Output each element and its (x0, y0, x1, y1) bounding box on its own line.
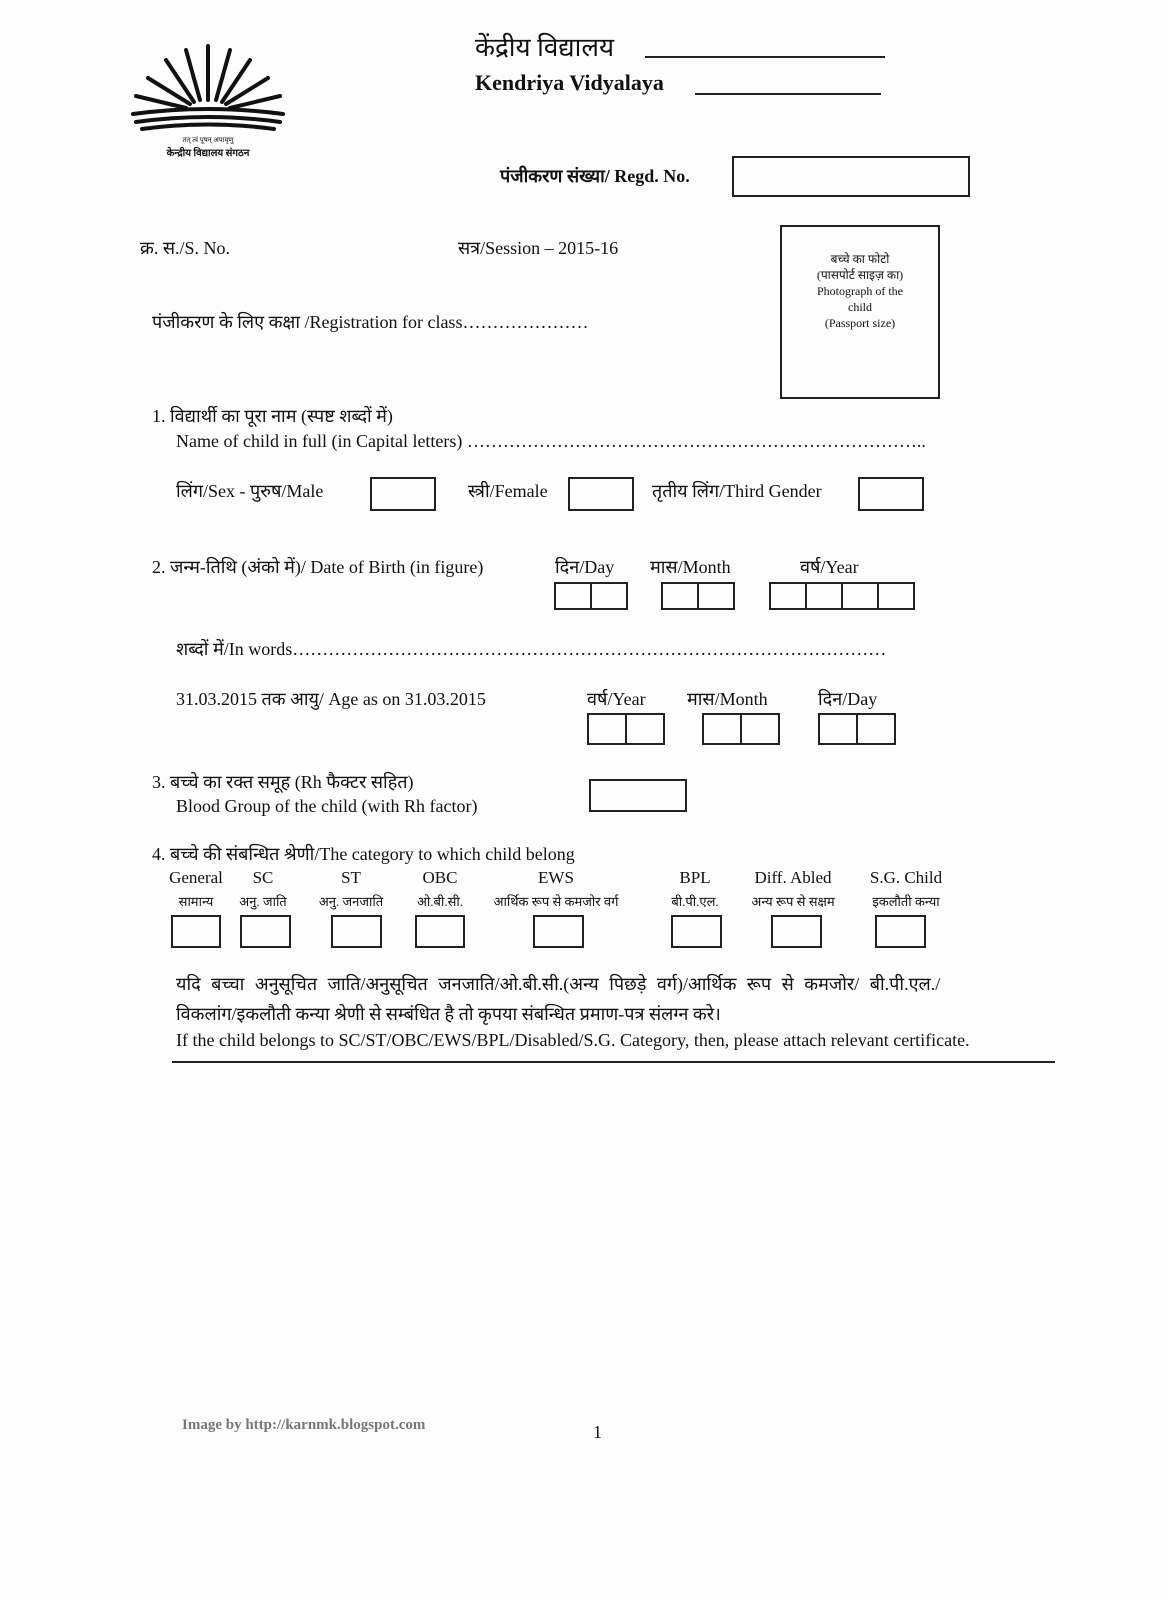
photo-label: बच्चे का फोटो (830, 252, 890, 266)
category-label: 4. बच्चे की संबन्धित श्रेणी/The category to which child belong (152, 844, 575, 864)
photo-box[interactable] (780, 225, 940, 399)
dob-day-field[interactable] (556, 582, 628, 610)
sno-label: क्र. स./S. No. (140, 238, 231, 258)
photo-label: (Passport size) (824, 316, 896, 330)
age-month-field[interactable] (704, 713, 780, 745)
kv-name-english-line[interactable] (695, 93, 881, 95)
title-hindi: केंद्रीय विद्यालय (475, 33, 615, 62)
age-label: 31.03.2015 तक आयु/ Age as on 31.03.2015 (176, 689, 486, 709)
dob-month-field[interactable] (663, 582, 735, 610)
sg-child-checkbox[interactable] (875, 915, 926, 948)
category-general: General सामान्य (169, 868, 223, 909)
sex-male-label: लिंग/Sex - पुरुष/Male (176, 481, 324, 501)
note-hindi-1: यदि बच्चा अनुसूचित जाति/अनुसूचित जनजाति/ओ.बी.सी.(अन्य पिछड़े वर्ग)/आर्थिक रूप से कमजोर/ बी.पी.एल./ (176, 974, 941, 994)
photo-label: child (848, 300, 872, 314)
category-diff-abled: Diff. Abled अन्य रूप से सक्षम (751, 868, 835, 909)
blood-group-field[interactable] (589, 779, 687, 812)
third-gender-checkbox[interactable] (858, 477, 924, 511)
dob-year-field[interactable] (771, 582, 915, 610)
obc-checkbox[interactable] (415, 915, 465, 948)
category-sc: SC अनु. जाति (239, 868, 287, 909)
page-number: 1 (593, 1422, 602, 1442)
category-sg-child: S.G. Child इकलौती कन्या (869, 868, 943, 909)
bpl-checkbox[interactable] (671, 915, 722, 948)
dob-label: 2. जन्म-तिथि (अंको में)/ Date of Birth (in figure) (152, 557, 484, 577)
diff-abled-checkbox[interactable] (771, 915, 822, 948)
title-english: Kendriya Vidyalaya (475, 70, 664, 95)
dob-day-label: दिन/Day (555, 557, 615, 577)
kvs-logo (128, 38, 288, 158)
female-label: स्त्री/Female (468, 481, 548, 501)
logo-org: केन्द्रीय विद्यालय संगठन (166, 148, 250, 159)
dob-month-label: मास/Month (650, 557, 731, 577)
age-year-field[interactable] (589, 713, 665, 745)
male-checkbox[interactable] (370, 477, 436, 511)
photo-label: (पासपोर्ट साइज़ का) (816, 268, 904, 282)
name-field[interactable]: Name of child in full (in Capital letters) ………………………………………………………………….. (176, 431, 926, 451)
note-hindi-2: विकलांग/इकलौती कन्या श्रेणी से सम्बंधित है तो कृपया संबन्धित प्रमाण-पत्र संलग्न करे। (176, 1004, 721, 1024)
third-gender-label: तृतीय लिंग/Third Gender (652, 481, 822, 501)
blood-group-label: Blood Group of the child (with Rh factor) (176, 796, 478, 816)
age-day-field[interactable] (820, 713, 896, 745)
regd-no-field[interactable] (732, 156, 970, 197)
age-year-label: वर्ष/Year (587, 689, 646, 709)
category-obc: OBC ओ.बी.सी. (417, 868, 463, 909)
sc-checkbox[interactable] (240, 915, 291, 948)
st-checkbox[interactable] (331, 915, 382, 948)
dob-year-label: वर्ष/Year (800, 557, 859, 577)
ews-checkbox[interactable] (533, 915, 584, 948)
female-checkbox[interactable] (568, 477, 634, 511)
regd-label: पंजीकरण संख्या/ Regd. No. (500, 166, 690, 186)
note-english: If the child belongs to SC/ST/OBC/EWS/BPL/Disabled/S.G. Category, then, please attach relevant certificate. (176, 1030, 970, 1050)
image-credit: Image by http://karnmk.blogspot.com (182, 1417, 426, 1433)
age-day-label: दिन/Day (818, 689, 878, 709)
age-month-label: मास/Month (687, 689, 768, 709)
photo-label: Photograph of the (817, 284, 903, 298)
category-ews: EWS आर्थिक रूप से कमजोर वर्ग (493, 868, 619, 909)
registration-class-field[interactable]: पंजीकरण के लिए कक्षा /Registration for class………………… (152, 312, 589, 332)
divider (172, 1061, 1055, 1063)
dob-words-field[interactable]: शब्दों में/In words……………………………………………………………………………………… (176, 639, 887, 659)
category-bpl: BPL बी.पी.एल. (671, 868, 719, 909)
blood-group-hindi: 3. बच्चे का रक्त समूह (Rh फैक्टर सहित) (152, 772, 414, 792)
session-label: सत्र/Session – 2015-16 (458, 238, 619, 258)
kv-name-hindi-line[interactable] (645, 56, 885, 58)
q1-hindi: 1. विद्यार्थी का पूरा नाम (स्पष्ट शब्दों में) (152, 406, 393, 426)
general-checkbox[interactable] (171, 915, 221, 948)
logo-motto: तत् त्वं पूषन् अपावृणु (182, 136, 234, 144)
category-st: ST अनु. जनजाति (318, 868, 384, 909)
